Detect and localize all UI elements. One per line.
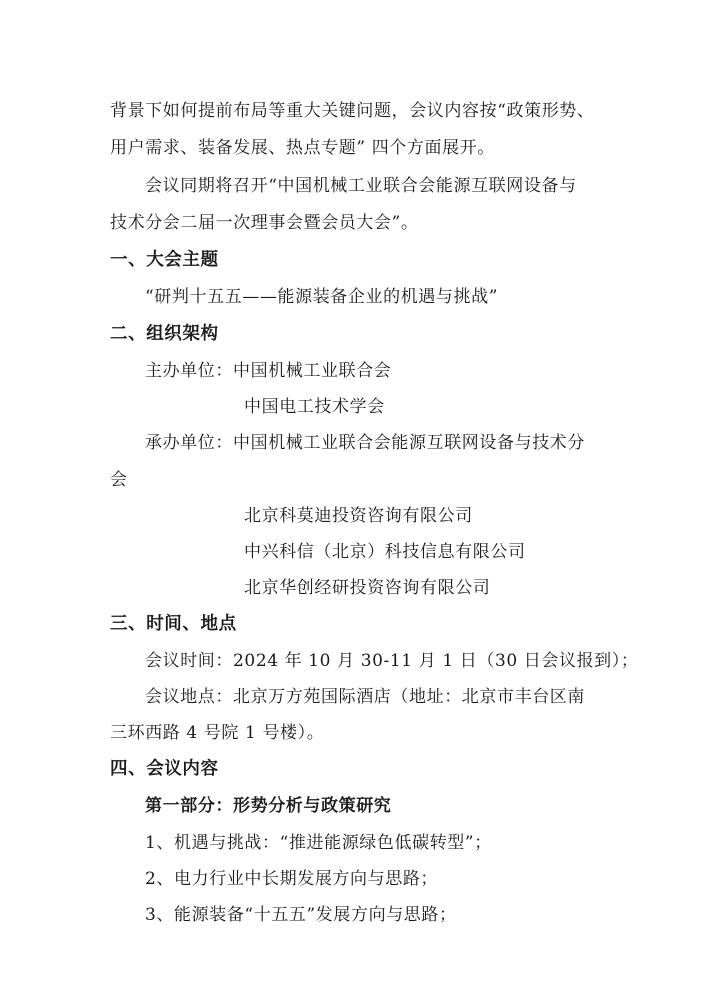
meeting-venue-line-1: 会议地点：北京万方苑国际酒店（地址：北京市丰台区南: [145, 687, 585, 707]
meeting-paragraph-line-1: 会议同期将召开“中国机械工业联合会能源互联网设备与: [145, 176, 577, 196]
meeting-venue-line-2: 三环西路 4 号院 1 号楼）。: [110, 723, 325, 743]
host-units-line-2: 中国电工技术学会: [244, 397, 385, 417]
section-heading-organization: 二、组织架构: [110, 324, 219, 344]
meeting-paragraph-line-2: 技术分会二届一次理事会暨会员大会”。: [110, 213, 419, 233]
content-item-2: 2、电力行业中长期发展方向与思路；: [145, 869, 439, 889]
meeting-time: 会议时间：2024 年 10 月 30-11 月 1 日（30 日会议报到）；: [145, 651, 639, 671]
organizer-units-line-3: 北京科莫迪投资咨询有限公司: [244, 506, 473, 526]
organizer-units-line-2: 会: [110, 470, 128, 490]
content-item-3: 3、能源装备“十五五”发展方向与思路；: [145, 905, 457, 925]
organizer-units-line-5: 北京华创经研投资咨询有限公司: [244, 578, 491, 598]
intro-paragraph-line-2: 用户需求、装备发展、热点专题” 四个方面展开。: [110, 138, 495, 158]
intro-paragraph-line-1: 背景下如何提前布局等重大关键问题，会议内容按“政策形势、: [110, 101, 595, 121]
section-heading-content: 四、会议内容: [110, 759, 219, 779]
content-item-1: 1、机遇与挑战：“推进能源绿色低碳转型”；: [145, 833, 492, 853]
theme-text: “研判十五五——能源装备企业的机遇与挑战”: [145, 287, 498, 307]
section-heading-time-place: 三、时间、地点: [110, 614, 237, 634]
organizer-units-line-4: 中兴科信（北京）科技信息有限公司: [244, 542, 526, 562]
section-heading-theme: 一、大会主题: [110, 250, 219, 270]
organizer-units-line-1: 承办单位：中国机械工业联合会能源互联网设备与技术分: [145, 433, 585, 453]
host-units-line-1: 主办单位：中国机械工业联合会: [145, 361, 392, 381]
part-one-heading: 第一部分：形势分析与政策研究: [145, 796, 392, 816]
